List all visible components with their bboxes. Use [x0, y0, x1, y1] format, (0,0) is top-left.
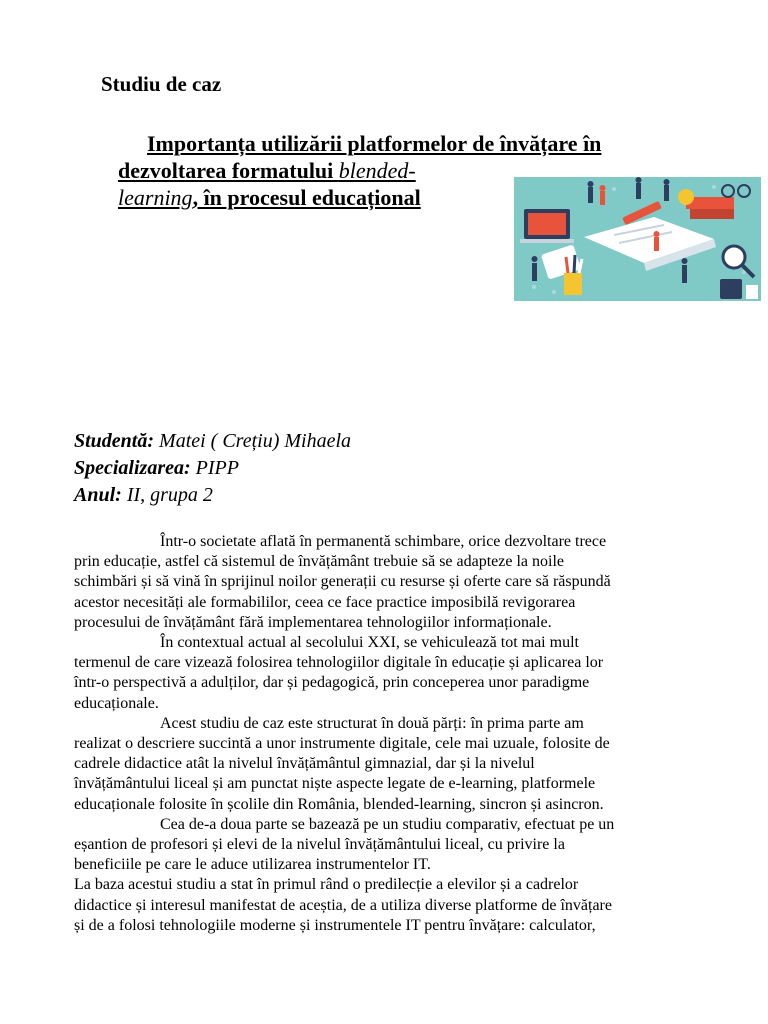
specialization-row: [74, 455, 351, 482]
body-line: prin educație, astfel că sistemul de învățământ trebuie să se adapteze la noile: [74, 553, 565, 571]
year-value: II, grupa 2: [121, 484, 213, 506]
body-line: educaționale folosite în școlile din România, blended-learning, sincron și asincron.: [74, 795, 604, 813]
body-line: termenul de care vizează folosirea tehnologiilor digitale în educație și aplicarea lor: [74, 654, 604, 672]
body-line: cadrele didactice atât la nivelul învățământul gimnazial, dar și la nivelul: [74, 755, 535, 773]
body-line: schimbări și să vină în sprijinul noilor generații cu resurse și oferte care să răspundă: [74, 573, 611, 591]
body-line: beneficiile pe care le aduce utilizarea instrumentelor IT.: [74, 856, 431, 874]
title-line-2-italic: blended-: [338, 158, 416, 183]
student-info: [74, 428, 351, 509]
student-label: Studentă:: [74, 430, 155, 452]
body-line: acestor necesități ale formabililor, ceea ce face practice imposibilă revigorarea: [74, 593, 576, 611]
case-study-label: Studiu de caz: [101, 72, 222, 96]
title-line-2-text: dezvoltarea formatului: [118, 158, 339, 183]
body-line: Cea de-a doua parte se bazează pe un studiu comparativ, efectuat pe un: [160, 815, 615, 833]
title-line-3-text: , în procesul educațional: [192, 185, 421, 210]
specialization-value: PIPP: [190, 457, 239, 479]
body-line: Acest studiu de caz este structurat în două părți: în prima parte am: [160, 714, 584, 732]
body-line: și de a folosi tehnologiile moderne și instrumentele IT pentru învățare: calculator,: [74, 916, 596, 934]
body-line: La baza acestui studiu a stat în primul rând o predilecție a elevilor și a cadrelor: [74, 876, 579, 894]
title-line-3-italic: learning: [118, 185, 193, 210]
education-illustration: [514, 177, 761, 301]
body-line: într-o perspectivă a adulților, dar și pedagogică, prin conceperea unor paradigme: [74, 674, 590, 692]
year-row: [74, 482, 351, 509]
body-line: didactice și interesul manifestat de aceștia, de a utiliza diverse platforme de învățare: [74, 896, 612, 914]
title-line-1: Importanța utilizării platformelor de învățare în: [147, 131, 602, 156]
body-line: educaționale.: [74, 694, 159, 712]
body-line: învățământului liceal și am punctat niște aspecte legate de e-learning, platformele: [74, 775, 596, 793]
body-line: procesului de învățământ fără implementarea tehnologiilor informaționale.: [74, 613, 552, 631]
body-line: În contextual actual al secolului XXI, se vehiculează tot mai mult: [160, 634, 579, 652]
student-row: [74, 428, 351, 455]
body-line: realizat o descriere succintă a unor instrumente digitale, cele mai uzuale, folosite de: [74, 735, 610, 753]
year-label: Anul:: [74, 484, 122, 506]
body-line: eșantion de profesori și elevi de la nivelul învățământului liceal, cu privire la: [74, 836, 565, 854]
body-line: Într-o societate aflată în permanentă schimbare, orice dezvoltare trece: [160, 533, 607, 550]
student-value: Matei ( Crețiu) Mihaela: [154, 430, 352, 452]
specialization-label: Specializarea:: [74, 457, 191, 479]
body-text: [74, 532, 694, 936]
